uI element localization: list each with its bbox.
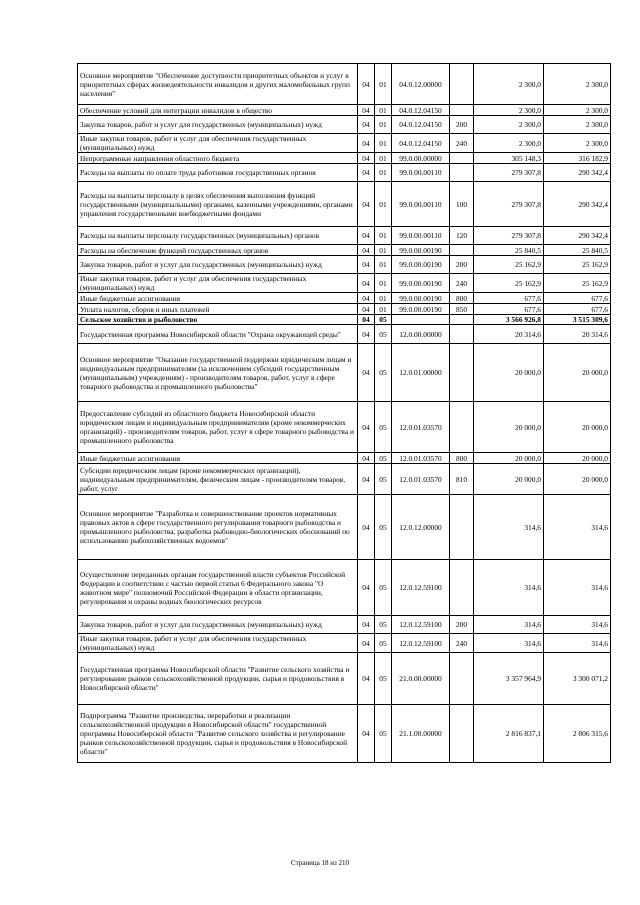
- table-row: [78, 164, 611, 182]
- row-amount-year1: 3 357 964,9: [474, 653, 544, 705]
- row-section: 04: [358, 182, 375, 227]
- row-target-article: 99.0.00.00110: [392, 227, 450, 245]
- row-name: Иные закупки товаров, работ и услуг для обеспечения государственных (муниципальных) нужд: [78, 134, 358, 153]
- row-expense-type: [450, 325, 474, 344]
- row-section: 04: [358, 634, 375, 653]
- row-expense-type: 120: [450, 227, 474, 245]
- row-section: 04: [358, 134, 375, 153]
- row-section: 04: [358, 105, 375, 116]
- row-amount-year2: 314,6: [544, 616, 611, 634]
- row-target-article: 12.0.12.59100: [392, 634, 450, 653]
- row-expense-type: [450, 153, 474, 164]
- row-amount-year1: 2 300,0: [474, 134, 544, 153]
- row-amount-year1: 20 000,0: [474, 344, 544, 402]
- row-amount-year1: 677,6: [474, 293, 544, 304]
- row-subsection: 05: [375, 453, 392, 464]
- row-name: Расходы на выплаты персоналу государственных (муниципальных) органов: [78, 227, 358, 245]
- table-row: [78, 325, 611, 344]
- row-section: 04: [358, 560, 375, 616]
- row-amount-year1: 314,6: [474, 634, 544, 653]
- row-amount-year2: 290 342,4: [544, 164, 611, 182]
- row-amount-year2: 314,6: [544, 560, 611, 616]
- row-name: Иные бюджетные ассигнования: [78, 293, 358, 304]
- row-section: 04: [358, 304, 375, 315]
- table-row: [78, 274, 611, 293]
- row-target-article: 12.0.01.03570: [392, 453, 450, 464]
- row-subsection: 05: [375, 315, 392, 325]
- row-name: Сельское хозяйство и рыболовство: [78, 315, 358, 325]
- row-section: 04: [358, 616, 375, 634]
- row-subsection: 01: [375, 182, 392, 227]
- row-amount-year2: 2 300,0: [544, 105, 611, 116]
- row-target-article: 12.0.12.59100: [392, 616, 450, 634]
- row-amount-year1: 20 000,0: [474, 402, 544, 453]
- table-row: [78, 304, 611, 315]
- row-name: Основное мероприятие "Обеспечение доступности приоритетных объектов и услуг в приоритетных сферах жизнедеятельности инвалидов и других маломобильных групп населения": [78, 64, 358, 105]
- row-section: 04: [358, 464, 375, 495]
- row-target-article: 99.0.00.00190: [392, 293, 450, 304]
- row-target-article: 99.0.00.00190: [392, 274, 450, 293]
- row-expense-type: [450, 705, 474, 763]
- row-name: Расходы на выплаты персоналу в целях обеспечения выполнения функций государственными (муниципальными) органами, казенными учреждениями, органами управления государственными внебюджетными фондами: [78, 182, 358, 227]
- row-target-article: 99.0.00.00190: [392, 245, 450, 256]
- row-section: 04: [358, 402, 375, 453]
- row-section: 04: [358, 344, 375, 402]
- row-section: 04: [358, 227, 375, 245]
- row-amount-year2: 3 515 309,6: [544, 315, 611, 325]
- row-subsection: 01: [375, 293, 392, 304]
- row-subsection: 05: [375, 344, 392, 402]
- row-name: Непрограммные направления областного бюджета: [78, 153, 358, 164]
- table-row: [78, 453, 611, 464]
- row-amount-year2: 2 300,0: [544, 134, 611, 153]
- budget-table: [77, 63, 611, 763]
- table-row: [78, 402, 611, 453]
- row-target-article: 99.0.00.00110: [392, 182, 450, 227]
- row-target-article: 99.0.00.00000: [392, 153, 450, 164]
- table-row: [78, 182, 611, 227]
- row-expense-type: [450, 495, 474, 560]
- row-subsection: 01: [375, 274, 392, 293]
- row-section: 04: [358, 653, 375, 705]
- row-name: Подпрограмма "Развитие производства, переработки и реализации сельскохозяйственной продукции в Новосибирской области" государственной программы Новосибирской области "Развитие сельского хозяйства и регулирование рынков сельскохозяйственной продукции, сырья и продовольствия в Новосибирской области": [78, 705, 358, 763]
- row-amount-year2: 20 000,0: [544, 453, 611, 464]
- row-name: Иные закупки товаров, работ и услуг для обеспечения государственных (муниципальных) нужд: [78, 634, 358, 653]
- row-name: Расходы на обеспечение функций государственных органов: [78, 245, 358, 256]
- row-expense-type: 240: [450, 274, 474, 293]
- row-amount-year1: 20 314,6: [474, 325, 544, 344]
- row-amount-year1: 2 300,0: [474, 105, 544, 116]
- row-section: 04: [358, 315, 375, 325]
- table-row: [78, 293, 611, 304]
- row-section: 04: [358, 245, 375, 256]
- table-row: [78, 315, 611, 325]
- row-amount-year1: 279 307,8: [474, 164, 544, 182]
- row-amount-year1: 20 000,0: [474, 453, 544, 464]
- row-amount-year2: 316 182,9: [544, 153, 611, 164]
- row-name: Уплата налогов, сборов и иных платежей: [78, 304, 358, 315]
- row-amount-year2: 20 000,0: [544, 402, 611, 453]
- row-subsection: 01: [375, 134, 392, 153]
- row-subsection: 05: [375, 402, 392, 453]
- row-subsection: 01: [375, 256, 392, 274]
- row-amount-year2: 314,6: [544, 495, 611, 560]
- row-target-article: 99.0.00.00190: [392, 256, 450, 274]
- table-row: [78, 105, 611, 116]
- row-subsection: 05: [375, 560, 392, 616]
- row-amount-year1: 2 816 837,1: [474, 705, 544, 763]
- row-section: 04: [358, 453, 375, 464]
- row-section: 04: [358, 164, 375, 182]
- row-section: 04: [358, 293, 375, 304]
- row-subsection: 01: [375, 64, 392, 105]
- row-subsection: 05: [375, 325, 392, 344]
- row-expense-type: [450, 164, 474, 182]
- row-name: Иные бюджетные ассигнования: [78, 453, 358, 464]
- row-amount-year1: 2 300,0: [474, 64, 544, 105]
- row-subsection: 05: [375, 616, 392, 634]
- row-subsection: 01: [375, 245, 392, 256]
- table-row: [78, 153, 611, 164]
- row-expense-type: 850: [450, 304, 474, 315]
- row-expense-type: 200: [450, 116, 474, 134]
- row-amount-year2: 2 300,0: [544, 116, 611, 134]
- table-row: [78, 464, 611, 495]
- row-amount-year1: 25 162,9: [474, 274, 544, 293]
- row-section: 04: [358, 325, 375, 344]
- row-target-article: 12.0.01.03570: [392, 402, 450, 453]
- row-amount-year2: 290 342,4: [544, 182, 611, 227]
- row-expense-type: 800: [450, 453, 474, 464]
- row-section: 04: [358, 116, 375, 134]
- row-amount-year1: 3 566 926,8: [474, 315, 544, 325]
- row-subsection: 05: [375, 495, 392, 560]
- row-subsection: 05: [375, 464, 392, 495]
- row-name: Обеспечение условий для интеграции инвалидов в общество: [78, 105, 358, 116]
- row-expense-type: 200: [450, 616, 474, 634]
- row-target-article: 21.0.00.00000: [392, 653, 450, 705]
- row-expense-type: [450, 315, 474, 325]
- row-amount-year2: 25 840,5: [544, 245, 611, 256]
- row-amount-year2: 314,6: [544, 634, 611, 653]
- row-expense-type: [450, 402, 474, 453]
- row-target-article: 12.0.12.00000: [392, 495, 450, 560]
- row-amount-year2: 25 162,9: [544, 256, 611, 274]
- row-target-article: 12.0.01.00000: [392, 344, 450, 402]
- row-name: Государственная программа Новосибирской области "Развитие сельского хозяйства и регулирование рынков сельскохозяйственной продукции, сырья и продовольствия в Новосибирской области": [78, 653, 358, 705]
- row-amount-year2: 3 300 071,2: [544, 653, 611, 705]
- row-subsection: 01: [375, 116, 392, 134]
- row-subsection: 05: [375, 653, 392, 705]
- row-name: Расходы на выплаты по оплате труда работников государственных органов: [78, 164, 358, 182]
- row-amount-year2: 290 342,4: [544, 227, 611, 245]
- row-section: 04: [358, 256, 375, 274]
- row-target-article: 04.0.12.00000: [392, 64, 450, 105]
- table-row: [78, 495, 611, 560]
- row-amount-year2: 20 000,0: [544, 344, 611, 402]
- row-name: Субсидии юридическим лицам (кроме некоммерческих организаций), индивидуальным предпринимателям, физическим лицам - производителям товаров, работ, услуг: [78, 464, 358, 495]
- table-row: [78, 344, 611, 402]
- row-name: Основное мероприятие "Разработка и совершенствование проектов нормативных правовых актов в сфере государственного регулирования товарного рыбоводства и промышленного рыболовства, разработка рыбоводно-биологических обоснований по использованию рыбохозяйственных водоемов": [78, 495, 358, 560]
- table-row: [78, 116, 611, 134]
- row-expense-type: [450, 344, 474, 402]
- row-amount-year2: 2 300,0: [544, 64, 611, 105]
- row-section: 04: [358, 495, 375, 560]
- row-expense-type: 240: [450, 634, 474, 653]
- row-subsection: 05: [375, 705, 392, 763]
- row-expense-type: 810: [450, 464, 474, 495]
- row-target-article: 99.0.00.00110: [392, 164, 450, 182]
- row-amount-year2: 2 806 315,6: [544, 705, 611, 763]
- row-expense-type: [450, 560, 474, 616]
- row-amount-year1: 25 840,5: [474, 245, 544, 256]
- row-section: 04: [358, 705, 375, 763]
- budget-table-body: [78, 64, 611, 763]
- row-target-article: 21.1.00.00000: [392, 705, 450, 763]
- table-row: [78, 634, 611, 653]
- row-amount-year1: 279 307,8: [474, 227, 544, 245]
- row-amount-year1: 25 162,9: [474, 256, 544, 274]
- row-name: Иные закупки товаров, работ и услуг для обеспечения государственных (муниципальных) нужд: [78, 274, 358, 293]
- row-target-article: 12.0.12.59100: [392, 560, 450, 616]
- row-amount-year1: 677,6: [474, 304, 544, 315]
- table-row: [78, 256, 611, 274]
- row-expense-type: 800: [450, 293, 474, 304]
- page-number: Страница 18 из 210: [291, 859, 349, 867]
- row-amount-year2: 25 162,9: [544, 274, 611, 293]
- row-name: Государственная программа Новосибирской области "Охрана окружающей среды": [78, 325, 358, 344]
- row-expense-type: 200: [450, 256, 474, 274]
- row-target-article: 04.0.12.04150: [392, 105, 450, 116]
- row-subsection: 01: [375, 105, 392, 116]
- row-amount-year1: 2 300,0: [474, 116, 544, 134]
- table-row: [78, 245, 611, 256]
- row-amount-year1: 314,6: [474, 560, 544, 616]
- table-row: [78, 134, 611, 153]
- row-amount-year1: 279 307,8: [474, 182, 544, 227]
- table-row: [78, 616, 611, 634]
- row-subsection: 05: [375, 634, 392, 653]
- row-expense-type: [450, 64, 474, 105]
- row-amount-year2: 677,6: [544, 304, 611, 315]
- row-name: Предоставление субсидий из областного бюджета Новосибирской области юридическим лицам и индивидуальным предпринимателям (кроме некоммерческих организаций) - производителям товаров, работ, услуг в сфере товарного рыбоводства и промышленного рыболовства: [78, 402, 358, 453]
- row-target-article: 04.0.12.04150: [392, 116, 450, 134]
- row-amount-year1: 305 148,3: [474, 153, 544, 164]
- table-row: [78, 560, 611, 616]
- row-expense-type: [450, 105, 474, 116]
- row-section: 04: [358, 274, 375, 293]
- row-name: Закупка товаров, работ и услуг для государственных (муниципальных) нужд: [78, 256, 358, 274]
- row-section: 04: [358, 153, 375, 164]
- row-expense-type: [450, 653, 474, 705]
- row-amount-year1: 20 000,0: [474, 464, 544, 495]
- row-name: Осуществление переданных органам государственной власти субъектов Российской Федерации в соответствии с частью первой статьи 6 Федерального закона "О животном мире" полномочий Российской Федерации в области организации, регулирования и охраны водных биологических ресурсов: [78, 560, 358, 616]
- row-subsection: 01: [375, 164, 392, 182]
- table-row: [78, 227, 611, 245]
- row-target-article: 12.0.01.03570: [392, 464, 450, 495]
- row-amount-year2: 20 314,6: [544, 325, 611, 344]
- row-subsection: 01: [375, 227, 392, 245]
- row-expense-type: 100: [450, 182, 474, 227]
- row-expense-type: 240: [450, 134, 474, 153]
- row-amount-year2: 677,6: [544, 293, 611, 304]
- row-name: Основное мероприятие "Оказание государственной поддержки юридическим лицам и индивидуальным предпринимателям (за исключением субсидий государственным (муниципальным) учреждениям) - производителям товаров, работ, услуг в сфере товарного рыбоводства и промышленного рыболовства": [78, 344, 358, 402]
- row-target-article: 04.0.12.04150: [392, 134, 450, 153]
- table-row: [78, 653, 611, 705]
- table-row: [78, 705, 611, 763]
- row-amount-year1: 314,6: [474, 495, 544, 560]
- row-expense-type: [450, 245, 474, 256]
- row-section: 04: [358, 64, 375, 105]
- row-name: Закупка товаров, работ и услуг для государственных (муниципальных) нужд: [78, 616, 358, 634]
- row-subsection: 01: [375, 153, 392, 164]
- row-name: Закупка товаров, работ и услуг для государственных (муниципальных) нужд: [78, 116, 358, 134]
- row-target-article: 99.0.00.00190: [392, 304, 450, 315]
- row-target-article: [392, 315, 450, 325]
- row-target-article: 12.0.00.00000: [392, 325, 450, 344]
- table-row: [78, 64, 611, 105]
- row-amount-year1: 314,6: [474, 616, 544, 634]
- row-amount-year2: 20 000,0: [544, 464, 611, 495]
- row-subsection: 01: [375, 304, 392, 315]
